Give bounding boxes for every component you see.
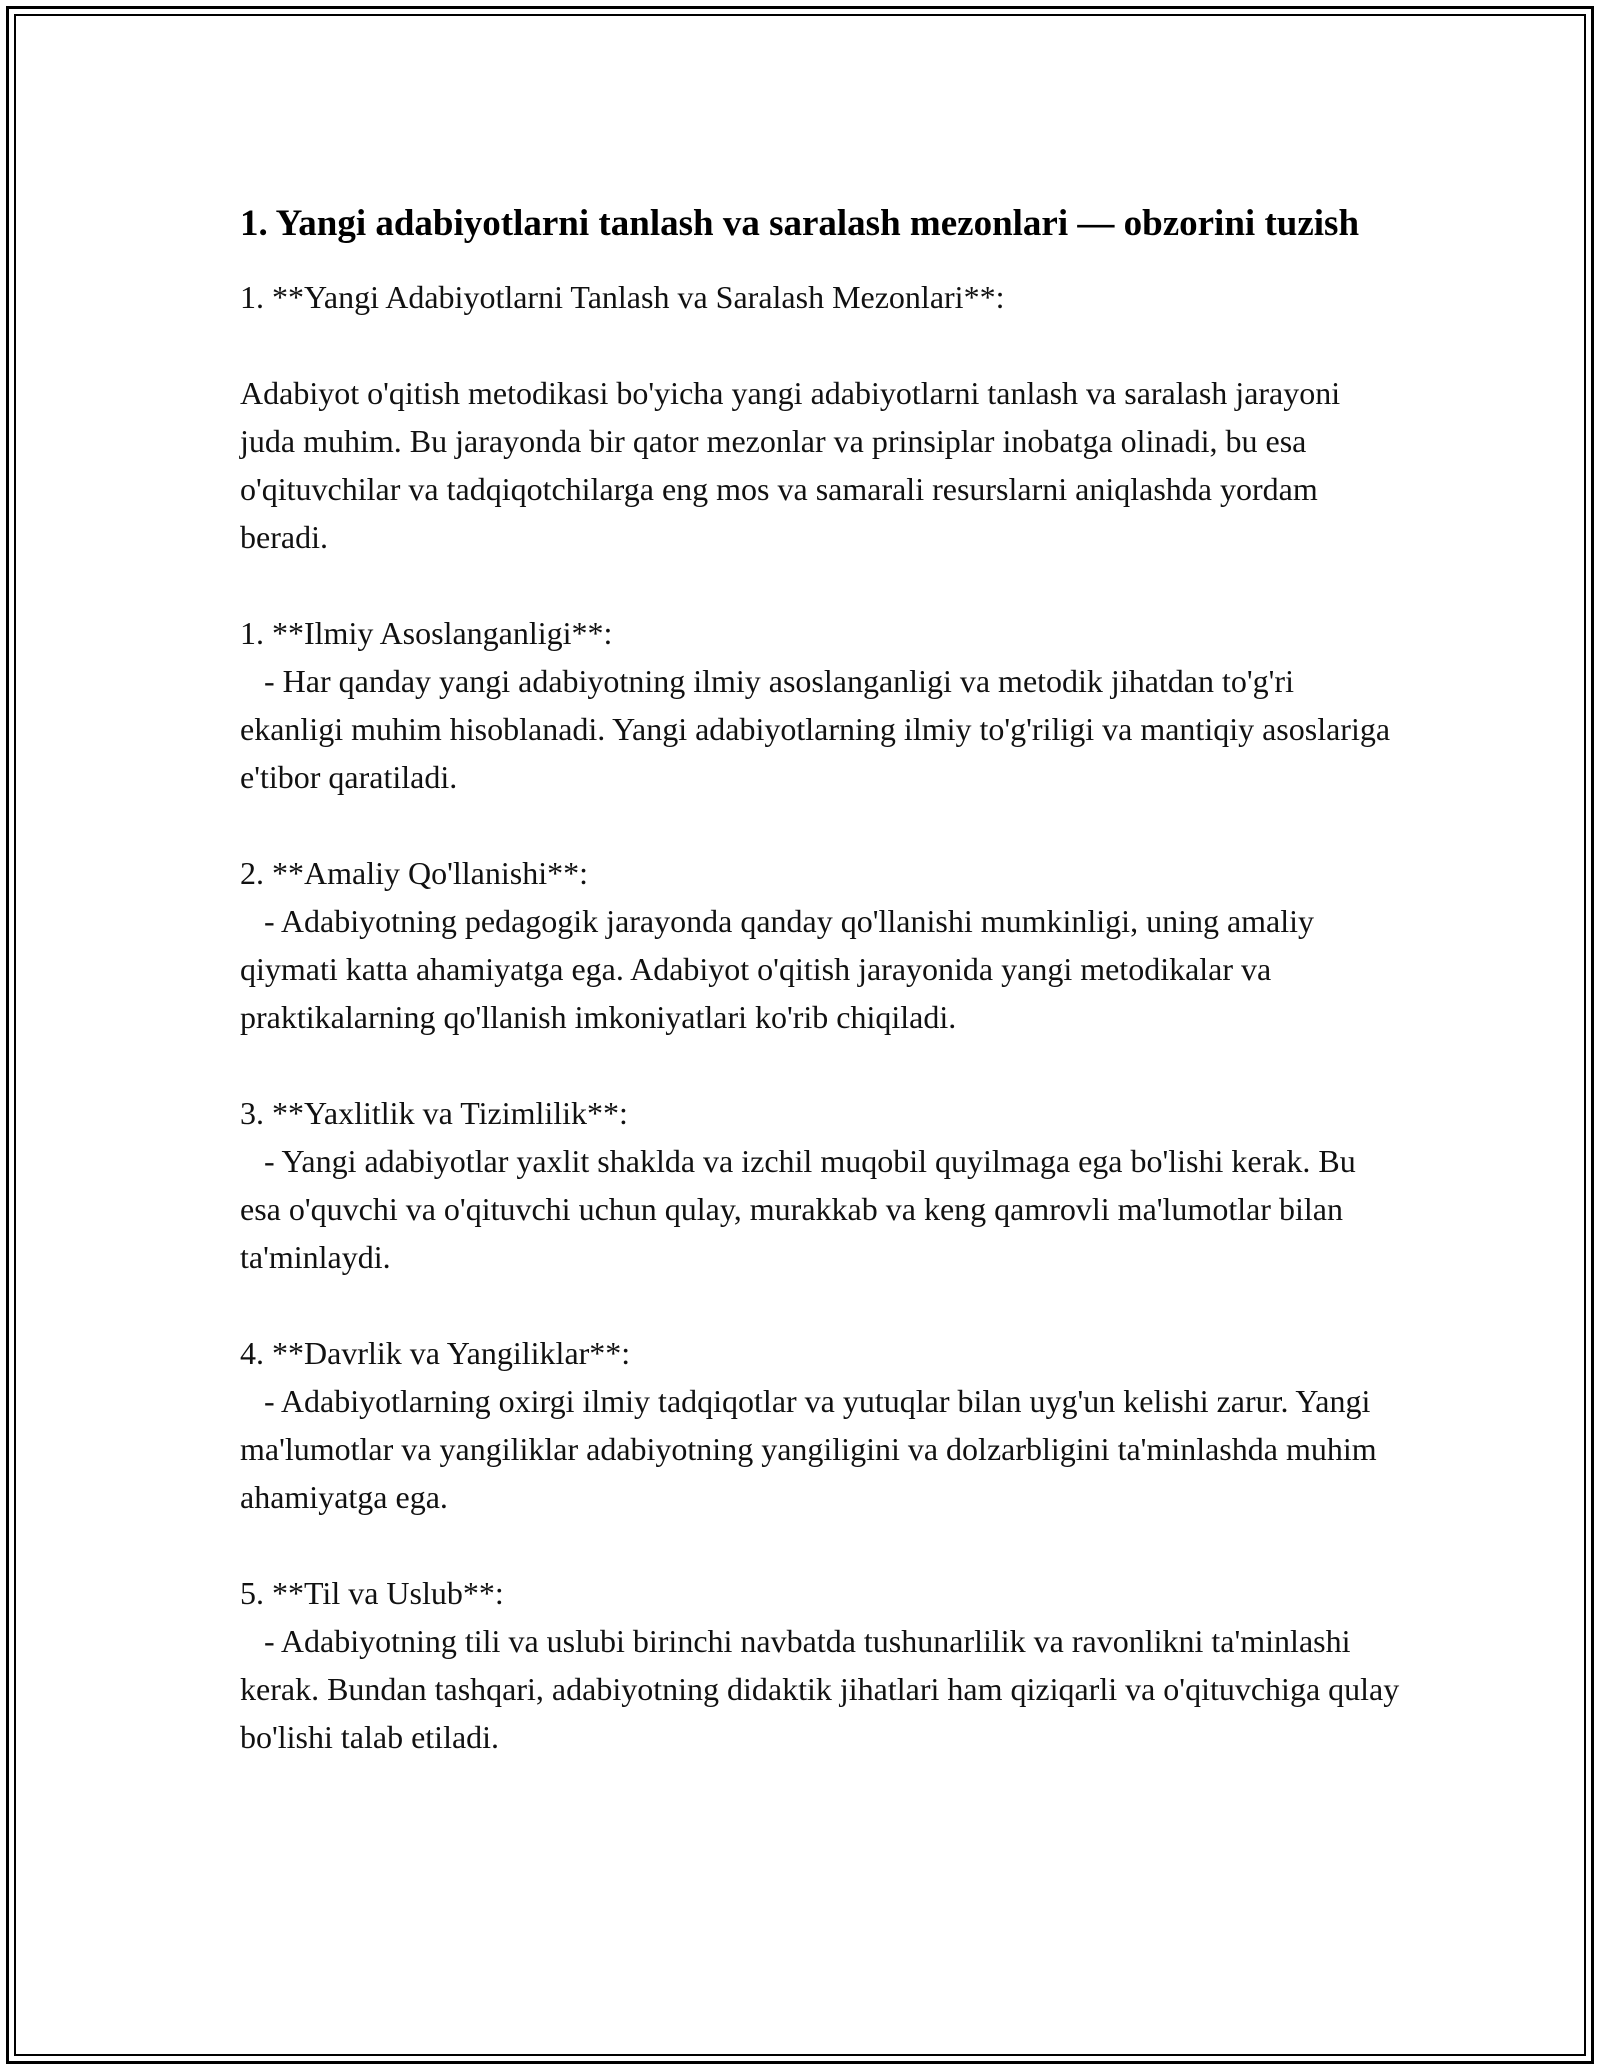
document-title: 1. Yangi adabiyotlarni tanlash va saralash mezonlari — obzorini tuzish	[240, 203, 1360, 244]
page-inner-border	[14, 14, 1586, 2056]
document-body: 1. **Yangi Adabiyotlarni Tanlash va Saralash Mezonlari**: Adabiyot o'qitish metodikasi bo'yicha yangi adabiyotlarni tanlash va saralash jarayoni juda muhim. Bu jarayonda bir qator mezonlar va prinsiplar inobatga olinadi, bu esa o'qituvchilar va tadqiqotchilarga eng mos va samarali resurslarni aniqlashda yordam beradi. 1. **Ilmiy Asoslanganligi**: - Har qanday yangi adabiyotning ilmiy asoslanganligi va metodik jihatdan to'g'ri ekanligi muhim hisoblanadi. Yangi adabiyotlarning ilmiy to'g'riligi va mantiqiy asoslariga e'tibor qaratiladi. 2. **Amaliy Qo'llanishi**: - Adabiyotning pedagogik jarayonda qanday qo'llanishi mumkinligi, uning amaliy qiymati katta ahamiyatga ega. Adabiyot o'qitish jarayonida yangi metodikalar va praktikalarning qo'llanish imkoniyatlari ko'rib chiqiladi. 3. **Yaxlitlik va Tizimlilik**: - Yangi adabiyotlar yaxlit shaklda va izchil muqobil quyilmaga ega bo'lishi kerak. Bu esa o'quvchi va o'qituvchi uchun qulay, murakkab va keng qamrovli ma'lumotlar bilan ta'minlaydi. 4. **Davrlik va Yangiliklar**: - Adabiyotlarning oxirgi ilmiy tadqiqotlar va yutuqlar bilan uyg'un kelishi zarur. Yangi ma'lumotlar va yangiliklar adabiyotning yangiligini va dolzarbligini ta'minlashda muhim ahamiyatga ega. 5. **Til va Uslub**: - Adabiyotning tili va uslubi birinchi navbatda tushunarlilik va ravonlikni ta'minlashi kerak. Bundan tashqari, adabiyotning didaktik jihatlari ham qiziqarli va o'qituvchiga qulay bo'lishi talab etiladi.	[240, 279, 1400, 1755]
document-content	[240, 196, 1400, 1761]
page-border	[6, 6, 1594, 2064]
